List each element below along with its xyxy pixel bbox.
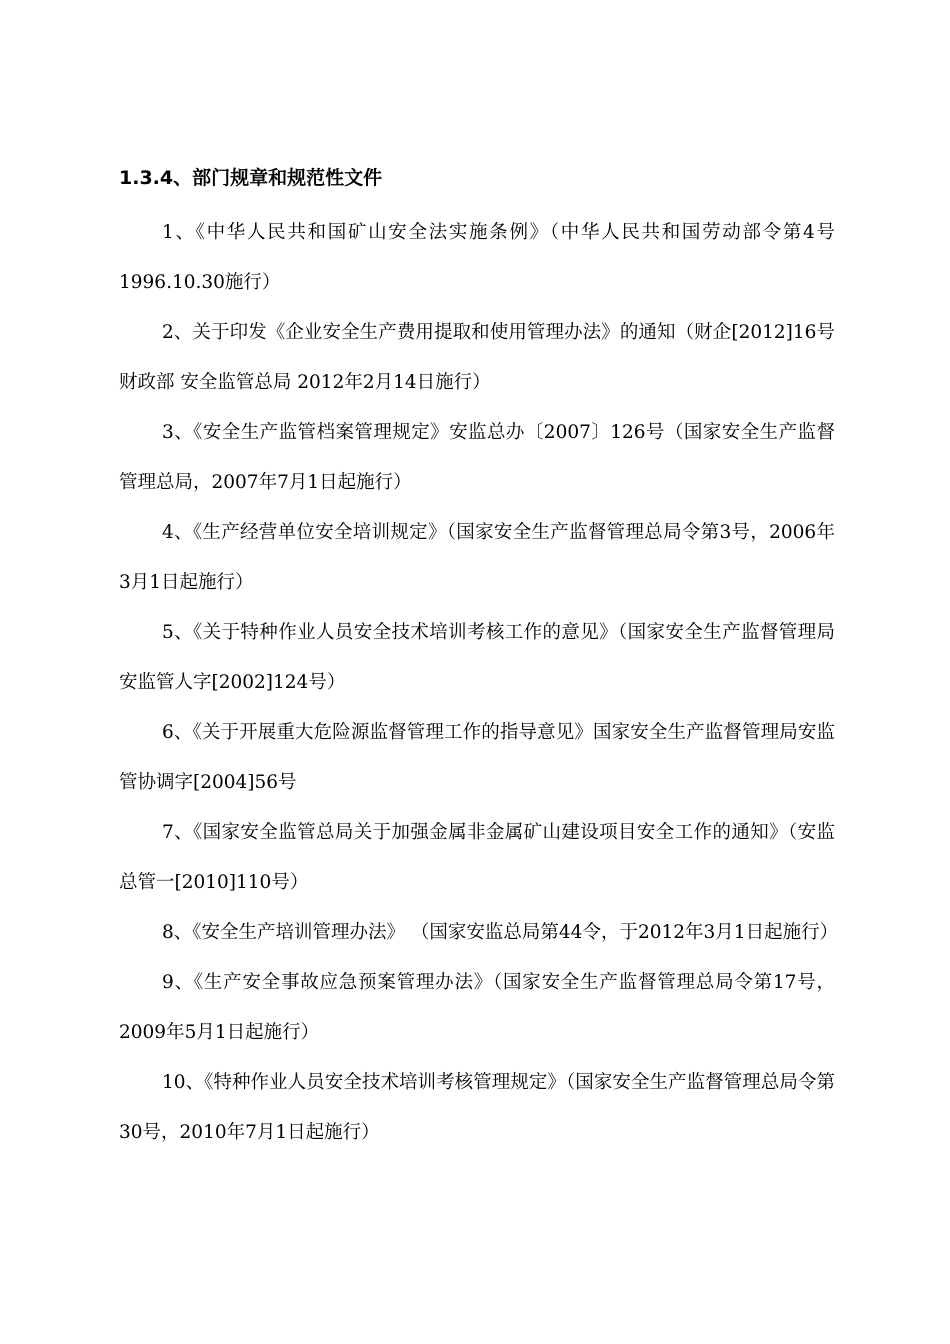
section-heading: 1.3.4、部门规章和规范性文件 xyxy=(119,167,383,189)
regulation-item-3: 3、《安全生产监管档案管理规定》安监总办〔2007〕126号（国家安全生产监督管理总局，2007年7月1日起施行） xyxy=(119,422,835,493)
regulation-item-4: 4、《生产经营单位安全培训规定》（国家安全生产监督管理总局令第3号，2006年3月1日起施行） xyxy=(119,522,835,593)
regulation-item-8: 8、《安全生产培训管理办法》 （国家安监总局第44令，于2012年3月1日起施行） xyxy=(162,922,839,943)
regulation-item-9: 9、《生产安全事故应急预案管理办法》（国家安全生产监督管理总局令第17号，2009年5月1日起施行） xyxy=(119,972,835,1043)
regulation-item-5: 5、《关于特种作业人员安全技术培训考核工作的意见》（国家安全生产监督管理局安监管人字[2002]124号） xyxy=(119,622,835,693)
regulation-item-2: 2、关于印发《企业安全生产费用提取和使用管理办法》的通知（财企[2012]16号 财政部 安全监管总局 2012年2月14日施行） xyxy=(119,322,835,393)
regulation-item-7: 7、《国家安全监管总局关于加强金属非金属矿山建设项目安全工作的通知》（安监总管一[2010]110号） xyxy=(119,822,835,893)
regulation-item-1: 1、《中华人民共和国矿山安全法实施条例》（中华人民共和国劳动部令第4号1996.10.30施行） xyxy=(119,222,835,293)
regulation-item-6: 6、《关于开展重大危险源监督管理工作的指导意见》国家安全生产监督管理局安监管协调字[2004]56号 xyxy=(119,722,835,793)
regulation-item-10: 10、《特种作业人员安全技术培训考核管理规定》（国家安全生产监督管理总局令第30号，2010年7月1日起施行） xyxy=(119,1072,835,1143)
regulation-list xyxy=(119,208,839,1158)
